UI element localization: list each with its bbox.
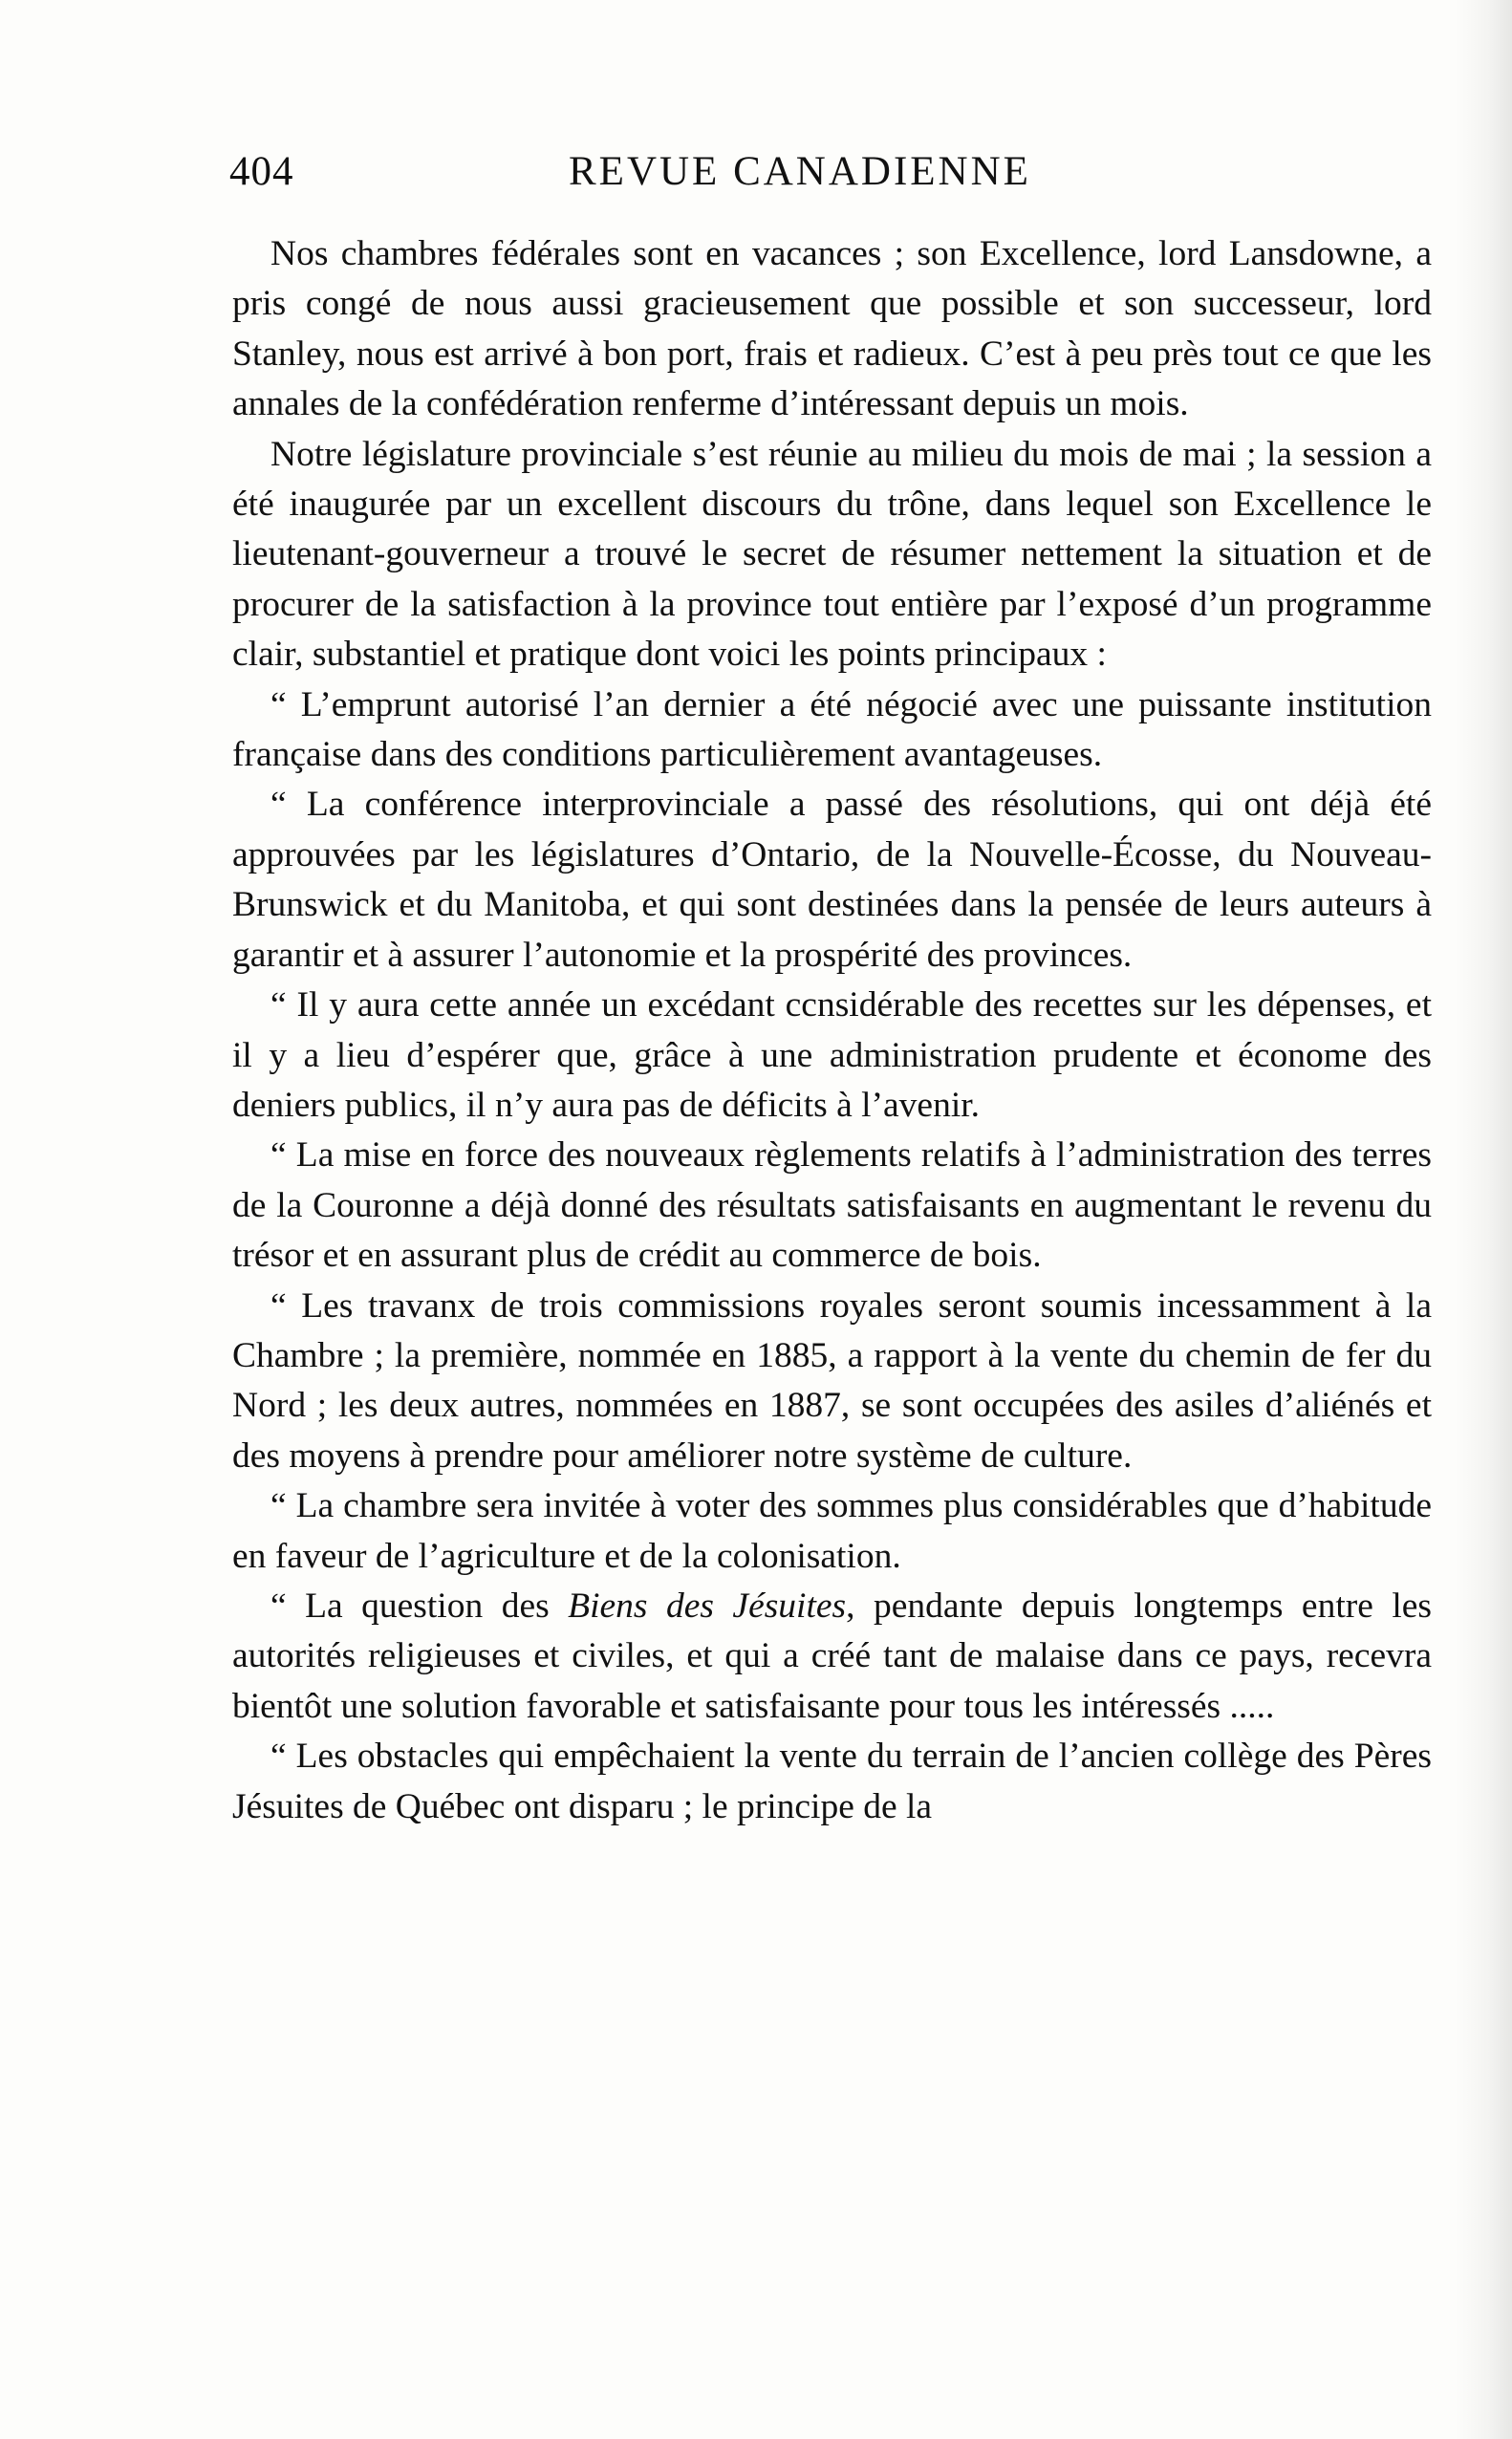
article-body: [232, 229, 1432, 1832]
paragraph-agriculture: “ La chambre sera invitée à voter des sommes plus considérables que d’habitude en faveur de l’agriculture et de la colonisation.: [232, 1486, 1432, 1576]
paragraph-surplus: “ Il y aura cette année un excédant ccnsidérable des recettes sur les dépenses, et il y a lieu d’espérer que, grâce à une administration prudente et économe des deniers publics, il n’y aura pas de déficits à l’avenir.: [232, 985, 1432, 1125]
paragraph-interprovincial-conference: “ La conférence interprovinciale a passé des résolutions, qui ont déjà été approuvées par les législatures d’Ontario, de la Nouvelle-Écosse, du Nouveau-Brunswick et du Manitoba, et qui sont destinées dans la pensée de leurs auteurs à garantir et à assurer l’autonomie et la prospérité des provinces.: [232, 785, 1432, 975]
paragraph-loan: “ L’emprunt autorisé l’an dernier a été négocié avec une puissante institution française dans des conditions particulièrement avantageuses.: [232, 684, 1432, 775]
paragraph-jesuit-college: “ Les obstacles qui empêchaient la vente du terrain de l’ancien collège des Pères Jésuites de Québec ont disparu ; le principe de la: [232, 1737, 1432, 1826]
journal-title: REVUE CANADIENNE: [569, 149, 1031, 194]
paragraph-jesuit-estates-rest: , pendante depuis longtemps entre les autorités religieuses et civiles, et qui a créé tant de malaise dans ce pays, recevra bientôt une solution favorable et satisfaisante pour tous les intéressés .....: [232, 1586, 1432, 1726]
paragraph-jesuit-estates-lead: “ La question des: [270, 1586, 569, 1626]
paragraph-jesuit-estates: [232, 1582, 1432, 1732]
italic-biens-des-jesuites: Biens des Jésuites: [568, 1586, 847, 1626]
paragraph-provincial-legislature: Notre législature provinciale s’est réunie au milieu du mois de mai ; la session a été inaugurée par un excellent discours du trône, dans lequel son Excellence le lieutenant-gouverneur a trouvé le secret de résumer nettement la situation et de procurer de la satisfaction à la province tout entière par l’exposé d’un programme clair, substantiel et pratique dont voici les points principaux :: [232, 434, 1432, 675]
paragraph-royal-commissions: “ Les travanx de trois commissions royales seront soumis incessamment à la Chambre ; la première, nommée en 1885, a rapport à la vente du chemin de fer du Nord ; les deux autres, nommées en 1887, se sont occupées des asiles d’aliénés et des moyens à prendre pour améliorer notre système de culture.: [232, 1285, 1432, 1476]
running-head: [229, 148, 1453, 205]
paragraph-crown-lands: “ La mise en force des nouveaux règlements relatifs à l’administration des terres de la Couronne a déjà donné des résultats satisfaisants en augmentant le revenu du trésor et en assurant plus de crédit au commerce de bois.: [232, 1135, 1432, 1276]
page-number: 404: [229, 149, 294, 194]
paragraph-federal-chambers: Nos chambres fédérales sont en vacances ; son Excellence, lord Lansdowne, a pris congé de nous aussi gracieusement que possible et son successeur, lord Stanley, nous est arrivé à bon port, frais et radieux. C’est à peu près tout ce que les annales de la confédération renferme d’intéressant depuis un mois.: [232, 234, 1432, 424]
page-edge-shadow: [1455, 0, 1512, 2439]
